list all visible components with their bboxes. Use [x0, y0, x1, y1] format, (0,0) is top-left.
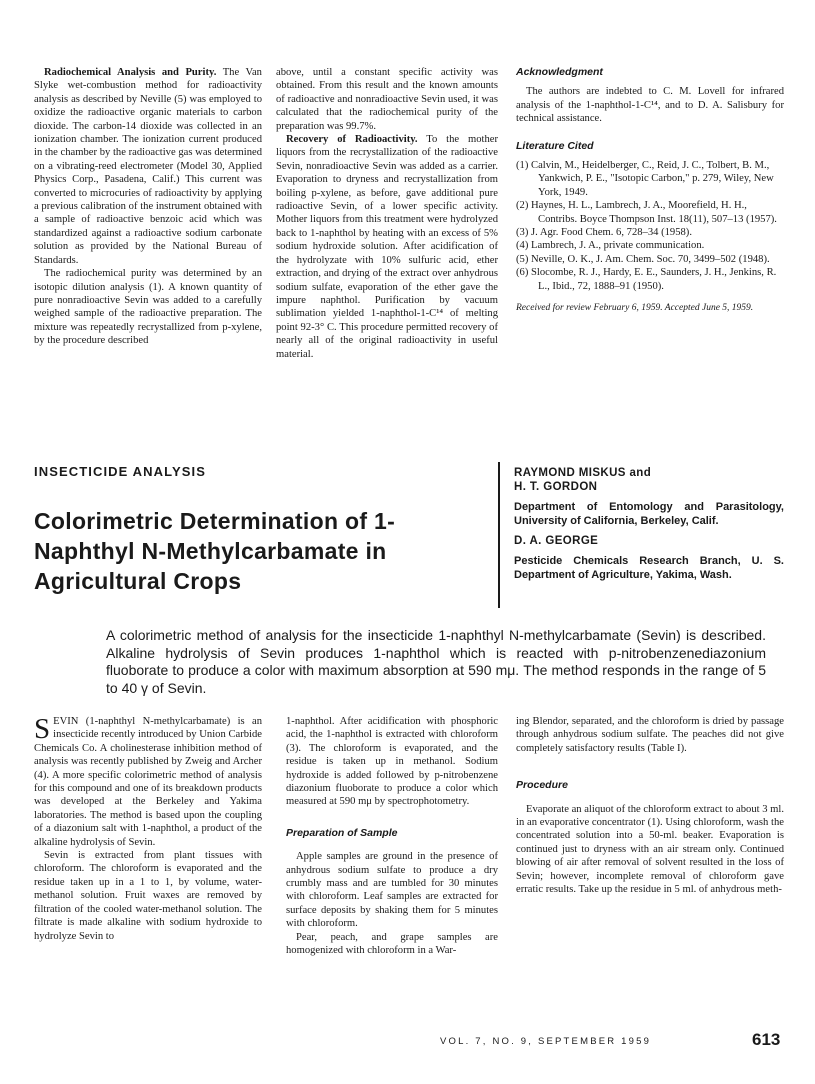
- author-name: H. T. GORDON: [514, 481, 598, 493]
- reference-item: (3) J. Agr. Food Chem. 6, 728–34 (1958).: [516, 227, 692, 239]
- reference-list: [516, 159, 784, 293]
- author-name: D. A. GEORGE: [514, 535, 599, 547]
- paragraph: Evaporate an aliquot of the chloroform extract to about 3 ml. in an evaporative concentrator (1). Using chloroform, wash the concentrated solution into a 50-ml. beaker. Evaporation is continued just to dryness with an air stream only. Continued blowing of air after removal of solvent resulted in the loss of Sevin; however, incomplete removal of chloroform gave erratic results. Take up the residue in 5 ml. of anhydrous meth-: [516, 803, 784, 896]
- paragraph: [276, 133, 498, 361]
- top-column-1: [34, 66, 262, 348]
- paragraph-text: To the mother liquors from the recrystallization of the radioactive Sevin, nonradioactive Sevin was added as a carrier. Evaporation to dryness and recrystallization from boiling p-xylene, as before, gave additional pure radioactive Sevin, of a lower specific activity. Mother liquors from this treatment were hydrolyzed back to 1-naphthol by heating with an excess of 5% sodium hydroxide solution. After acidification of the hydrolyzate with 10% sulfuric acid, ether extraction, and drying of the extract over anhydrous sodium sulfate, evaporation of the ether gave the impure naphthol. Purification by vacuum sublimation yielded 1-naphthol-1-C¹⁴ of melting point 92-3° C. This procedure permitted recovery of nearly all of the original radioactivity in useful material.: [276, 134, 498, 360]
- abstract: [106, 627, 766, 697]
- affiliation: Department of Entomology and Parasitology, University of California, Berkeley, Calif.: [514, 501, 784, 527]
- paragraph: Sevin is extracted from plant tissues with chloroform. The chloroform is evaporated and the residue taken up in a 1 to 1, by volume, water-methanol solution. Fruit waxes are removed by filtration of the cooled water-methanol solution. The filtrate is made alkaline with sodium hydroxide to hydrolyze Sevin to: [34, 850, 262, 942]
- affiliation: Pesticide Chemicals Research Branch, U. S. Department of Agriculture, Yakima, Wash.: [514, 555, 784, 581]
- paragraph: Pear, peach, and grape samples are homogenized with chloroform in a War-: [286, 931, 498, 957]
- paragraph: [34, 715, 262, 849]
- section-kicker: INSECTICIDE ANALYSIS: [34, 464, 207, 479]
- paragraph: 1-naphthol. After acidification with phosphoric acid, the 1-naphthol is extracted with chloroform (3). The chloroform is evaporated, and the residue is taken up in methanol. Sodium hydroxide is added followed by p-nitrobenzene diazonium fluoborate to produce a color which measured at 590 mμ by spectrophotometry.: [286, 716, 498, 808]
- reference-item: (4) Lambrech, J. A., private communication.: [516, 240, 705, 252]
- paragraph: [34, 66, 262, 267]
- run-in-heading: Radiochemical Analysis and Purity.: [44, 67, 217, 78]
- paragraph: Apple samples are ground in the presence of anhydrous sodium sulfate to produce a dry crumbly mass and are tumbled for 30 minutes with chloroform. Leaf samples are extracted for surface deposits by shaking them for 5 minutes with chloroform.: [286, 851, 498, 930]
- preparation-heading: Preparation of Sample: [286, 826, 398, 839]
- paragraph: The radiochemical purity was determined by an isotopic dilution analysis (1). A known quantity of pure nonradioactive Sevin was added to a carefully weighed sample of the radioactive preparation. The mixture was repeatedly recrystallized from p-xylene, by the procedure described: [34, 268, 262, 347]
- top-column-2: [276, 66, 498, 361]
- paragraph-text: The Van Slyke wet-combustion method for radioactivity analysis as described by Neville (5) was employed to oxidize the radioactive organic materials to carbon dioxide. The carbon-14 dioxide was collected in an ionization chamber. The ionization current produced in the chamber by the radioactive gas was determined on a vibrating-reed electrometer (Model 30, Applied Physics Corp., Pasadena, Calif.) This current was converted to microcuries of radioactivity by applying a previous calibration of the instrument obtained with a sample of radioactive benzoic acid which was standardized against a radioactive sodium carbonate solution as provided by the National Bureau of Standards.: [34, 67, 262, 266]
- journal-footer: VOL. 7, NO. 9, SEPTEMBER 1959: [440, 1036, 652, 1047]
- paragraph-text: EVIN (1-naphthyl N-methylcarbamate) is an insecticide recently introduced by Union Carbide Chemicals Co. A cholinesterase inhibition method of analysis was recently published by Zweig and Archer (4). A more specific colorimetric method of analysis for this compound and one of its breakdown products was developed at the Berkeley and Yakima laboratories. The method is based upon the coupling of a diazonium salt with 1-naphthol, a product of the alkaline hydrolysis of Sevin.: [34, 716, 262, 848]
- article-title: Colorimetric Determination of 1-Naphthyl N-Methylcarbamate in Agricultural Crops: [34, 508, 396, 594]
- body-column-1: [34, 715, 262, 943]
- reference-item: (6) Slocombe, R. J., Hardy, E. E., Saunders, J. H., Jenkins, R. L., Ibid., 72, 1888–91 (1950).: [516, 267, 777, 292]
- run-in-heading: Recovery of Radioactivity.: [286, 134, 418, 146]
- reference-item: (5) Neville, O. K., J. Am. Chem. Soc. 70, 3499–502 (1948).: [516, 253, 770, 265]
- drop-cap: S: [34, 713, 51, 745]
- page-number: 613: [752, 1030, 781, 1049]
- received-note: Received for review February 6, 1959. Accepted June 5, 1959.: [516, 303, 754, 314]
- header-divider: [498, 462, 500, 608]
- author-name: RAYMOND MISKUS and: [514, 467, 652, 479]
- body-column-2: [286, 715, 498, 958]
- acknowledgment-heading: Acknowledgment: [516, 66, 603, 78]
- top-column-3: [516, 66, 784, 316]
- procedure-heading: Procedure: [516, 779, 568, 792]
- paragraph: above, until a constant specific activity was obtained. From this result and the known amounts of radioactive and nonradioactive Sevin used, it was calculated that the radiochemical purity of the preparation was 99.7%.: [276, 67, 498, 132]
- paragraph: ing Blendor, separated, and the chloroform is dried by passage through anhydrous sodium sulfate. The peaches did not give completely satisfactory results (Table I).: [516, 716, 784, 754]
- literature-cited-heading: Literature Cited: [516, 139, 594, 152]
- acknowledgment-text: The authors are indebted to C. M. Lovell for infrared analysis of the 1-naphthol-1-C¹⁴, and to D. A. Salisbury for technical assistance.: [516, 86, 784, 125]
- abstract-text: A colorimetric method of analysis for the insecticide 1-naphthyl N-methylcarbamate (Sevin) is described. Alkaline hydrolysis of Sevin produces 1-naphthol which is reacted with p-nitrobenzenediazonium fluoborate to produce a color with maximum absorption at 590 mμ. The method responds in the range of 5 to 40 γ of Sevin.: [106, 627, 766, 696]
- body-column-3: [516, 715, 784, 896]
- reference-item: (1) Calvin, M., Heidelberger, C., Reid, J. C., Tolbert, B. M., Yankwich, P. E., "Isotopic Carbon," p. 279, Wiley, New York, 1949.: [516, 160, 774, 198]
- reference-item: (2) Haynes, H. L., Lambrech, J. A., Moorefield, H. H., Contribs. Boyce Thompson Inst. 18(11), 507–13 (1957).: [516, 200, 777, 225]
- author-block: [514, 466, 784, 588]
